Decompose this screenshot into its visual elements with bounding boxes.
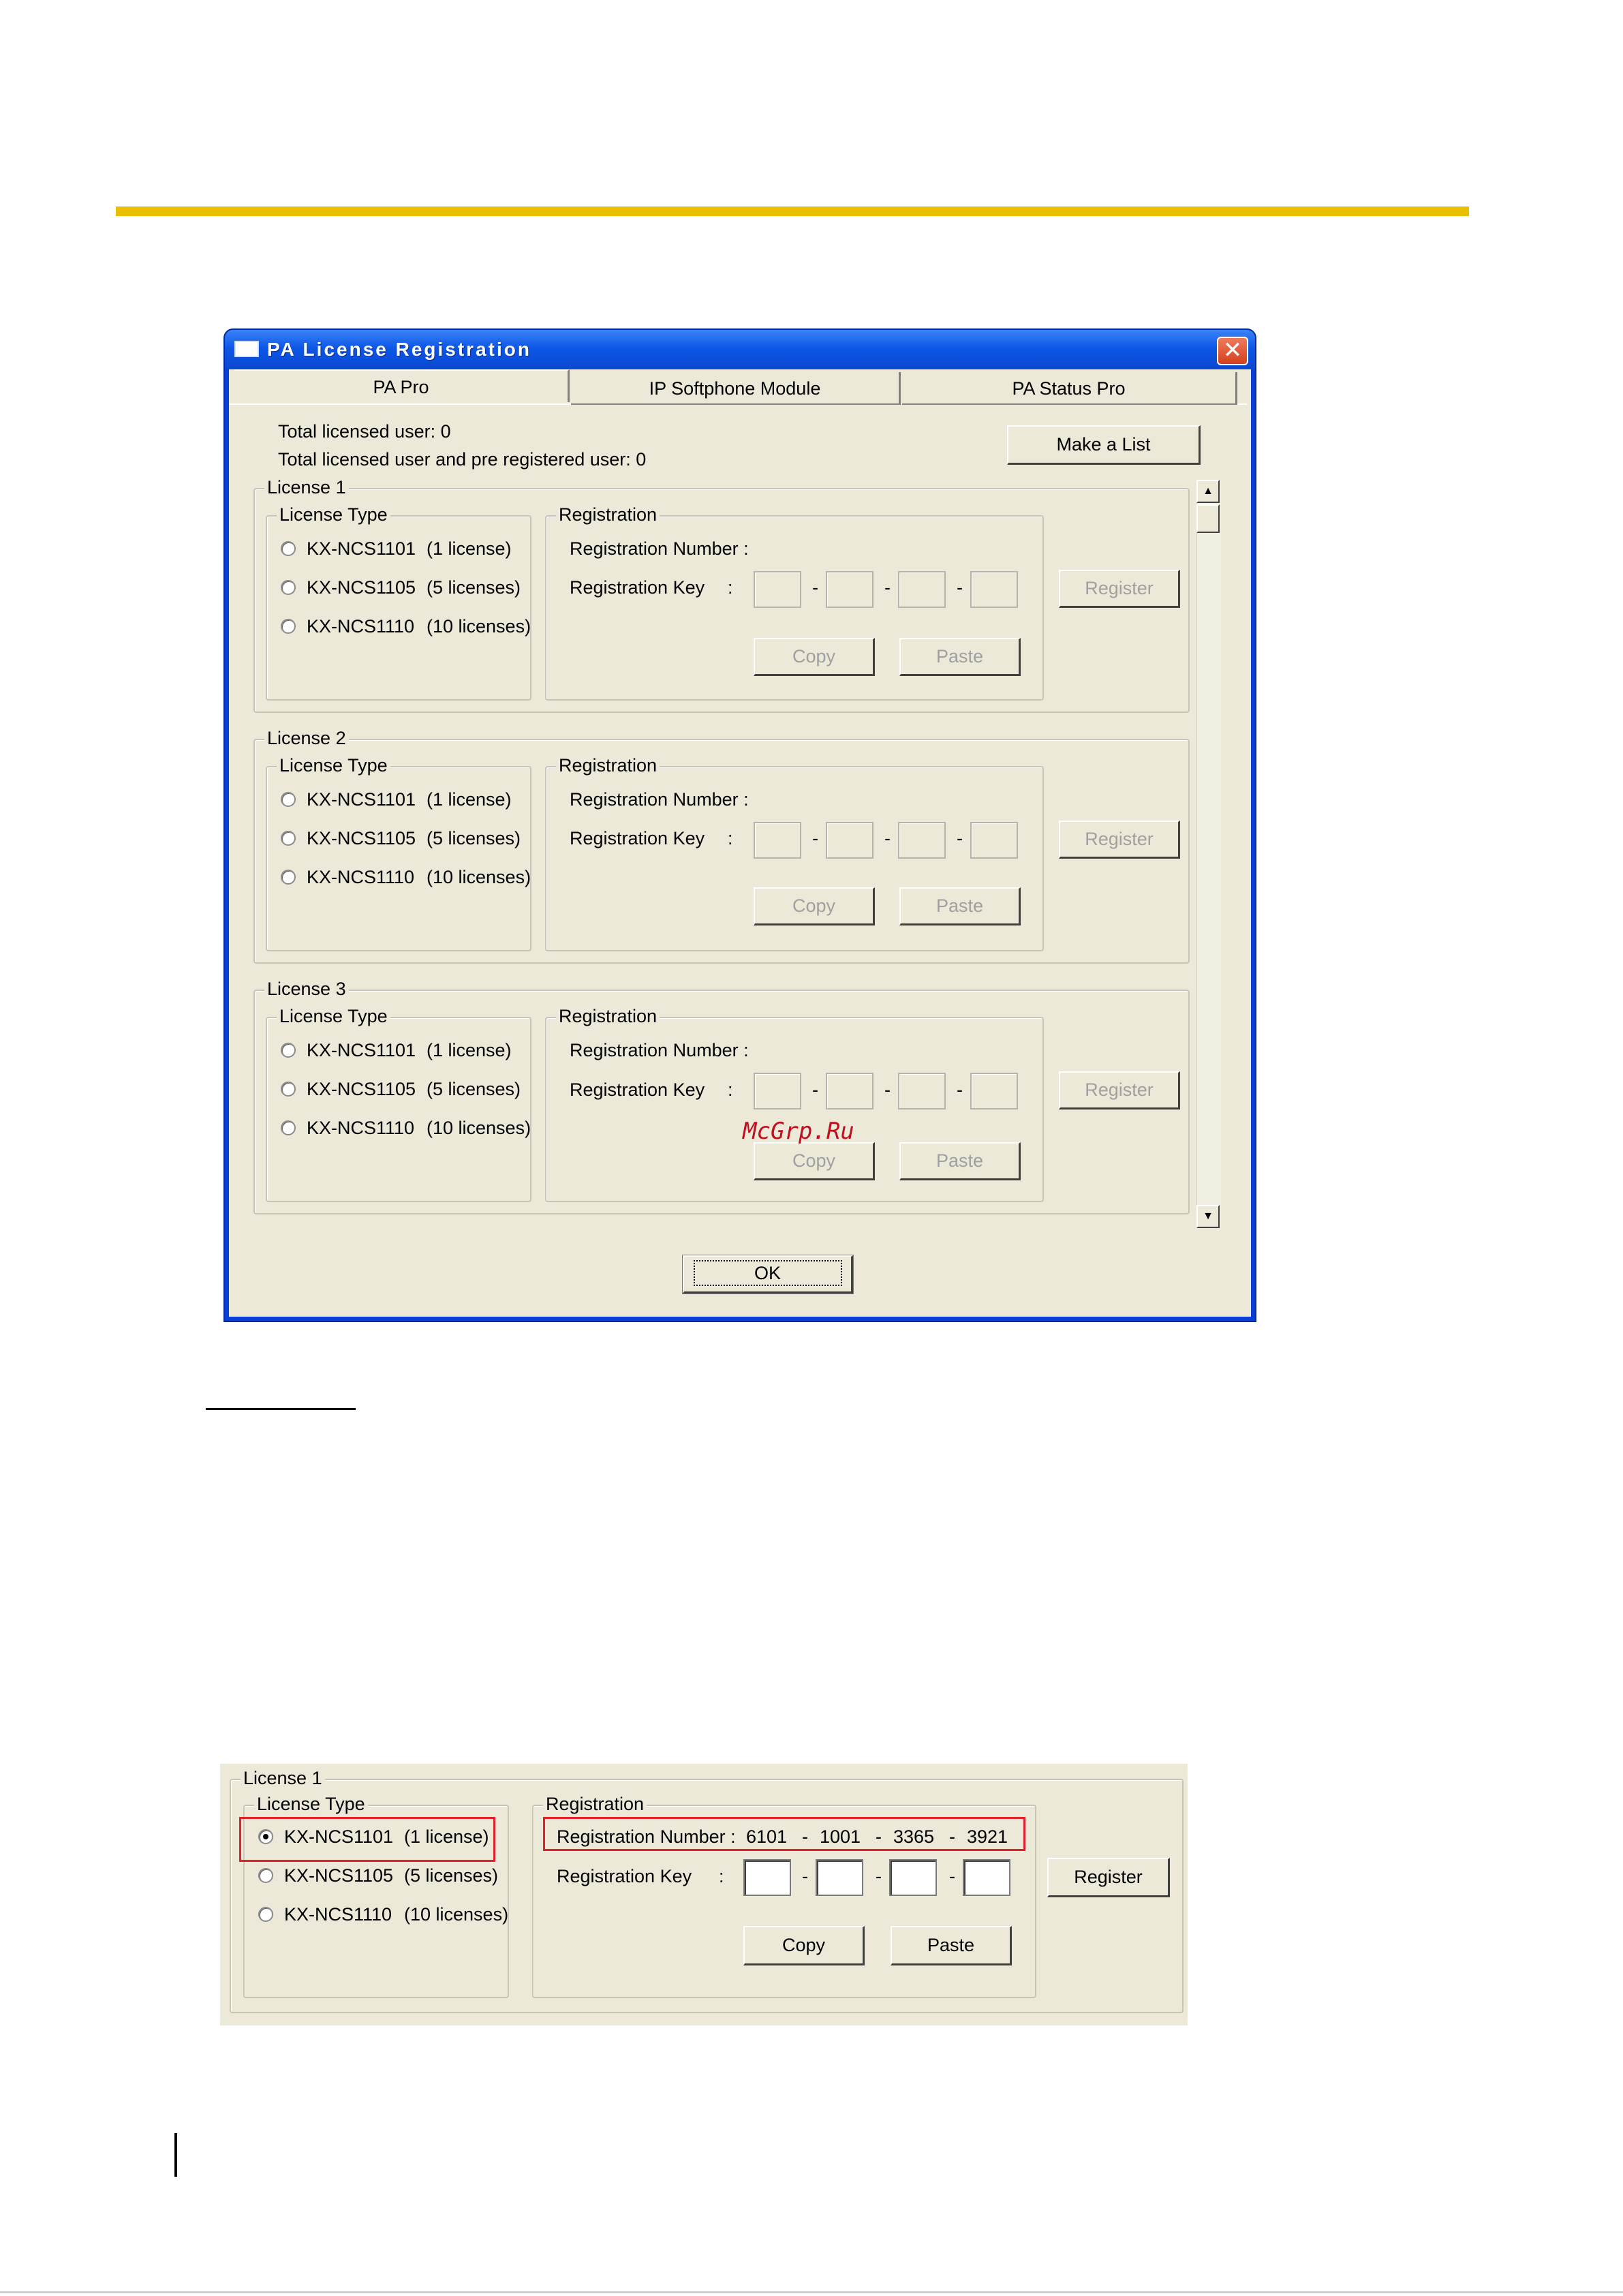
key-field-1[interactable] [754, 1073, 801, 1109]
option-code: KX-NCS1105 [307, 828, 416, 848]
registration-number-part: 3365 [893, 1826, 935, 1847]
license-1-detail-title: License 1 [241, 1768, 325, 1789]
register-button[interactable] [1059, 570, 1180, 608]
option-qty: (1 license) [427, 789, 512, 810]
copy-button[interactable] [754, 1142, 875, 1180]
registration-legend: Registration [556, 504, 660, 525]
registration-number-part: 3921 [967, 1826, 1008, 1847]
key-field-2[interactable] [826, 822, 874, 859]
button-label: Make a List [1056, 434, 1151, 455]
license-type-group [266, 504, 531, 701]
paste-button[interactable] [899, 638, 1021, 676]
option-code: KX-NCS1105 [307, 577, 416, 598]
button-label: Paste [927, 1935, 975, 1955]
key-field-3[interactable] [898, 571, 946, 608]
option-code: KX-NCS1110 [284, 1904, 392, 1925]
tab-pa-pro[interactable] [234, 369, 570, 402]
license-1-detail-group [230, 1768, 1184, 2013]
register-button[interactable] [1059, 1071, 1180, 1109]
option-qty: (10 licenses) [404, 1904, 509, 1925]
option-qty: (1 license) [427, 538, 512, 559]
option-code: KX-NCS1101 [284, 1826, 394, 1847]
option-qty: (5 licenses) [427, 828, 521, 848]
key-field-3[interactable] [898, 822, 946, 859]
key-dash: - [884, 828, 891, 848]
option-code: KX-NCS1101 [307, 1040, 416, 1060]
radio-kx-ncs1101[interactable] [281, 1043, 296, 1058]
key-dash: - [812, 1080, 818, 1100]
license-3-group [253, 979, 1190, 1214]
license-1-title: License 1 [264, 477, 349, 498]
key-colon: : [728, 828, 733, 848]
license-type-legend: License Type [277, 755, 390, 776]
registration-group [545, 1006, 1044, 1202]
registration-group [532, 1794, 1036, 1998]
option-code: KX-NCS1110 [307, 867, 415, 887]
key-field-1[interactable] [743, 1859, 791, 1896]
tab-pa-status-pro[interactable] [902, 372, 1237, 405]
number-dash: - [949, 1826, 955, 1847]
register-button[interactable] [1059, 821, 1180, 859]
scrollbar[interactable] [1196, 480, 1221, 1228]
title-bar[interactable] [225, 330, 1255, 369]
number-dash: - [876, 1826, 882, 1847]
copy-button[interactable] [754, 638, 875, 676]
window-title: PA License Registration [267, 339, 531, 360]
key-dash: - [949, 1866, 955, 1886]
button-label: Copy [782, 1935, 826, 1955]
dialog-client [229, 369, 1251, 1317]
radio-kx-ncs1110[interactable] [281, 619, 296, 634]
key-field-1[interactable] [754, 822, 801, 859]
total-licensed-text: Total licensed user: 0 [278, 421, 451, 442]
key-dash: - [812, 828, 818, 848]
license-3-title: License 3 [264, 979, 349, 1000]
option-qty: (10 licenses) [427, 616, 531, 637]
copy-button[interactable] [754, 887, 875, 925]
key-dash: - [812, 577, 818, 598]
radio-kx-ncs1110[interactable] [281, 1120, 296, 1135]
margin-bar [174, 2133, 177, 2177]
registration-number-label: Registration Number : [570, 789, 749, 810]
button-label: Register [1085, 1080, 1154, 1100]
key-dash: - [802, 1866, 808, 1886]
make-list-button[interactable] [1007, 425, 1201, 465]
underline-rule [206, 1408, 356, 1410]
radio-kx-ncs1105[interactable] [281, 831, 296, 846]
option-code: KX-NCS1101 [307, 789, 416, 810]
tab-ip-softphone[interactable] [571, 372, 901, 405]
option-code: KX-NCS1110 [307, 616, 415, 637]
key-field-1[interactable] [754, 571, 801, 608]
registration-group [545, 504, 1044, 701]
window-icon [234, 341, 259, 357]
registration-number-label: Registration Number : [557, 1826, 736, 1847]
registration-key-label: Registration Key [570, 1080, 705, 1100]
registration-number-part: 1001 [820, 1826, 861, 1847]
license-type-group [266, 755, 531, 951]
license-type-group [243, 1794, 509, 1998]
key-dash: - [876, 1866, 882, 1886]
button-label: Paste [936, 1150, 984, 1171]
close-icon: ✕ [1222, 337, 1243, 363]
button-label: Paste [936, 646, 984, 667]
key-field-3[interactable] [898, 1073, 946, 1109]
paste-button[interactable] [899, 887, 1021, 925]
registration-number-part: 6101 [746, 1826, 788, 1847]
watermark-text: McGrp.Ru [743, 1118, 854, 1145]
radio-kx-ncs1101[interactable] [281, 792, 296, 807]
button-label: Register [1085, 578, 1154, 598]
license-registration-window [223, 328, 1256, 1322]
key-colon: : [728, 577, 733, 598]
scroll-down-button[interactable] [1196, 1205, 1220, 1228]
key-field-2[interactable] [826, 1073, 874, 1109]
bottom-line [0, 2291, 1623, 2293]
key-field-4[interactable] [970, 571, 1018, 608]
key-field-4[interactable] [970, 822, 1018, 859]
key-dash: - [957, 828, 963, 848]
ok-button[interactable] [683, 1255, 853, 1294]
button-label: Copy [792, 1150, 836, 1171]
registration-legend: Registration [556, 755, 660, 776]
button-label: Register [1085, 829, 1154, 849]
option-qty: (5 licenses) [427, 577, 521, 598]
key-field-2[interactable] [826, 571, 874, 608]
option-qty: (5 licenses) [427, 1079, 521, 1099]
paste-button[interactable] [891, 1926, 1012, 1965]
copy-button[interactable] [743, 1926, 865, 1965]
registration-key-label: Registration Key [570, 577, 705, 598]
key-field-3[interactable] [889, 1859, 937, 1896]
radio-kx-ncs1105[interactable] [281, 1082, 296, 1097]
scroll-up-icon: ▲ [1203, 485, 1214, 497]
license-type-legend: License Type [277, 504, 390, 525]
close-button[interactable] [1217, 337, 1248, 365]
key-colon: : [728, 1080, 733, 1100]
registration-legend: Registration [556, 1006, 660, 1027]
license-2-group [253, 728, 1190, 964]
key-field-2[interactable] [816, 1859, 863, 1896]
option-code: KX-NCS1105 [307, 1079, 416, 1099]
button-label: Copy [792, 646, 836, 667]
license-2-title: License 2 [264, 728, 349, 749]
key-dash: - [957, 577, 963, 598]
radio-kx-ncs1105[interactable] [281, 580, 296, 595]
license-type-legend: License Type [254, 1794, 368, 1815]
registration-key-label: Registration Key [570, 828, 705, 848]
registration-key-label: Registration Key [557, 1866, 692, 1886]
paste-button[interactable] [899, 1142, 1021, 1180]
registration-group [545, 755, 1044, 951]
option-qty: (1 license) [427, 1040, 512, 1060]
number-dash: - [802, 1826, 808, 1847]
header-rule [116, 206, 1469, 216]
key-field-4[interactable] [963, 1859, 1010, 1896]
key-field-4[interactable] [970, 1073, 1018, 1109]
button-label: Register [1074, 1867, 1143, 1887]
radio-kx-ncs1110[interactable] [281, 870, 296, 885]
option-code: KX-NCS1101 [307, 538, 416, 559]
key-colon: : [719, 1866, 724, 1886]
button-label: Paste [936, 896, 984, 916]
register-button[interactable] [1047, 1858, 1170, 1897]
highlight-registration-number [543, 1817, 1025, 1851]
tab-label: PA Status Pro [1012, 378, 1126, 399]
license-type-legend: License Type [277, 1006, 390, 1027]
license-detail-panel [220, 1764, 1188, 2025]
tab-label: PA Pro [373, 377, 429, 397]
radio-kx-ncs1110[interactable] [258, 1907, 273, 1922]
tab-label: IP Softphone Module [649, 378, 821, 399]
radio-kx-ncs1105[interactable] [258, 1868, 273, 1883]
button-label: OK [694, 1260, 842, 1286]
registration-number-label: Registration Number : [570, 1040, 749, 1060]
button-label: Copy [792, 896, 836, 916]
option-qty: (10 licenses) [427, 867, 531, 887]
total-pre-registered-text: Total licensed user and pre registered user: 0 [278, 449, 647, 470]
license-1-group [253, 477, 1190, 713]
option-code: KX-NCS1105 [284, 1865, 394, 1886]
radio-kx-ncs1101[interactable] [281, 541, 296, 556]
scroll-down-icon: ▼ [1203, 1210, 1214, 1222]
option-qty: (1 license) [404, 1826, 489, 1847]
option-qty: (10 licenses) [427, 1118, 531, 1138]
key-dash: - [957, 1080, 963, 1100]
key-dash: - [884, 577, 891, 598]
scroll-up-button[interactable] [1196, 480, 1220, 503]
registration-legend: Registration [543, 1794, 647, 1815]
license-type-group [266, 1006, 531, 1202]
highlight-license-option [239, 1817, 495, 1862]
option-code: KX-NCS1110 [307, 1118, 415, 1138]
registration-number-label: Registration Number : [570, 538, 749, 559]
scroll-thumb[interactable] [1196, 504, 1220, 533]
key-dash: - [884, 1080, 891, 1100]
option-qty: (5 licenses) [404, 1865, 499, 1886]
